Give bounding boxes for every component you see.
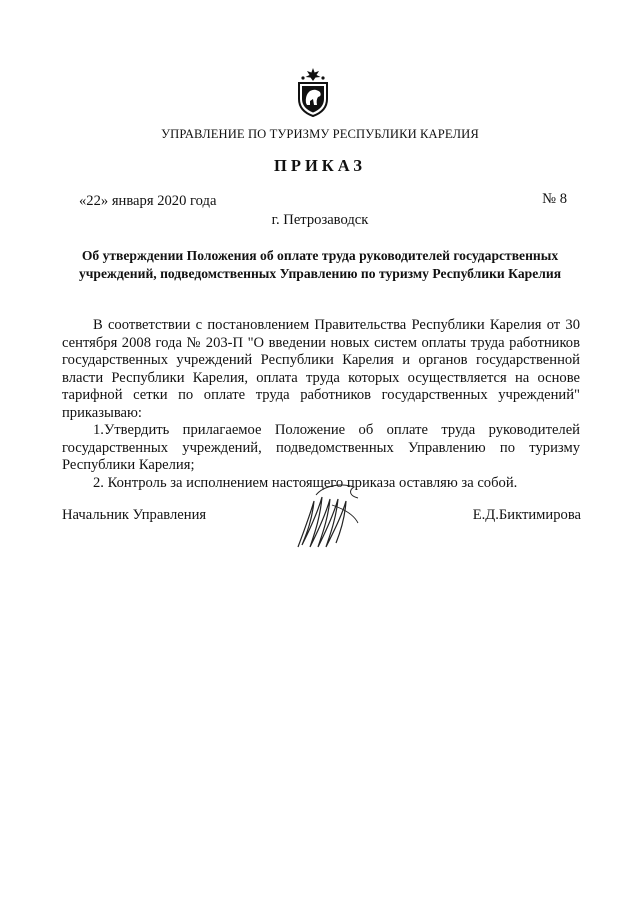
order-subject: Об утверждении Положения об оплате труда руководителей государственных учреждений, подведомственных Управлению по туризму Республики Карелия xyxy=(78,248,562,281)
body-item-2: 2. Контроль за исполнением настоящего приказа оставляю за собой. xyxy=(93,474,518,491)
coat-of-arms-emblem xyxy=(296,66,330,118)
signatory-position: Начальник Управления xyxy=(62,507,207,523)
organization-name: УПРАВЛЕНИЕ ПО ТУРИЗМУ РЕСПУБЛИКИ КАРЕЛИЯ xyxy=(161,127,479,141)
order-city: г. Петрозаводск xyxy=(271,212,369,228)
handwritten-signature xyxy=(288,477,372,555)
order-number: № 8 xyxy=(542,191,567,207)
body-item-1: 1.Утвердить прилагаемое Положение об оплате труда руководителей государственных учреждений, подведомственных Управлению по туризму Республики Карелия; xyxy=(62,422,580,473)
order-body xyxy=(62,317,580,492)
document-title: ПРИКАЗ xyxy=(274,156,366,175)
signatory-name: Е.Д.Биктимирова xyxy=(472,507,581,523)
order-date: «22» января 2020 года xyxy=(79,193,217,209)
body-preamble: В соответствии с постановлением Правительства Республики Карелия от 30 сентября 2008 года № 203-П "О введении новых систем оплаты труда работников государственных учреждений Республики Карелия и органов государственной власти Республики Карелия, оплата труда которых осуществляется на основе тарифной сетки по оплате труда работников государственных учреждений" приказываю: xyxy=(62,317,580,421)
